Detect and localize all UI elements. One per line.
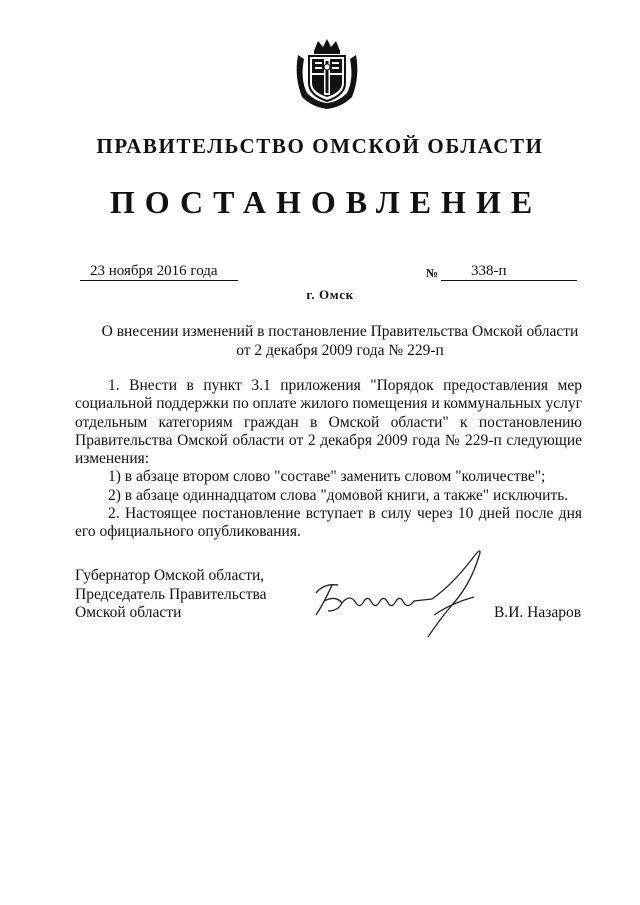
document-date: 23 ноября 2016 года [80, 262, 238, 281]
signatory-title-line: Омской области [75, 604, 182, 621]
number-label: № [426, 266, 439, 280]
signatory-title [75, 567, 267, 623]
body-paragraph: 1) в абзаце втором слово "составе" заменить словом "количестве"; [108, 468, 546, 486]
document-number: 338-п [441, 262, 577, 281]
body-paragraph: 2) в абзаце одиннадцатом слова "домовой книги, а также" исключить. [108, 486, 569, 504]
city-name: г. Омск [306, 287, 354, 302]
signatory-title-line: Губернатор Омской области, [75, 567, 265, 584]
document-subject [70, 322, 610, 360]
document-type-title: ПОСТАНОВЛЕНИЕ [109, 184, 543, 220]
document-body [75, 377, 582, 542]
government-title: ПРАВИТЕЛЬСТВО ОМСКОЙ ОБЛАСТИ [96, 134, 544, 158]
body-paragraph: 2. Настоящее постановление вступает в силу через 10 дней после дня его официального опубликования. [75, 505, 582, 541]
handwritten-signature [302, 545, 502, 645]
body-paragraph: 1. Внести в пункт 3.1 приложения "Порядок предоставления мер социальной поддержки по оплате жилого помещения и коммунальных услуг отдельным категориям граждан в Омской области" к постановлению Правительства Омской области от 2 декабря 2009 года № 229-п следующие изменения: [75, 377, 582, 468]
signatory-title-line: Председатель Правительства [75, 585, 267, 603]
subject-line: от 2 декабря 2009 года № 229-п [236, 342, 444, 359]
signer-name: В.И. Назаров [494, 604, 582, 621]
subject-line: О внесении изменений в постановление Правительства Омской области [101, 323, 579, 340]
coat-of-arms-icon [292, 37, 362, 111]
